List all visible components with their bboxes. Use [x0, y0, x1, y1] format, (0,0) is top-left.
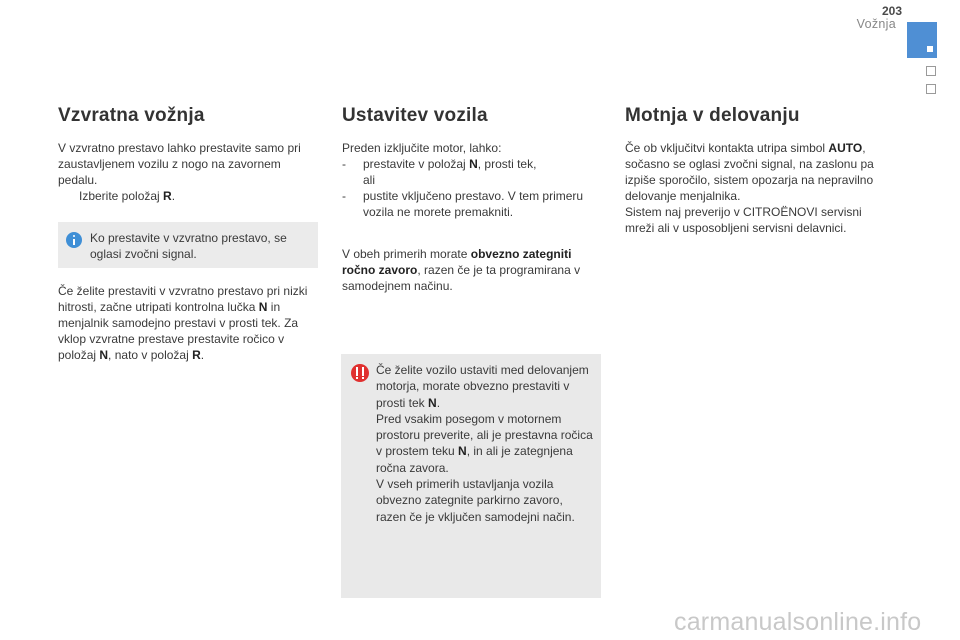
text: Če ob vključitvi kontakta utripa simbol [625, 141, 829, 155]
text: , prosti tek, [477, 157, 537, 171]
dash-item [342, 156, 604, 188]
tab-dot-icon [927, 46, 933, 52]
paragraph [58, 283, 320, 363]
text-bold: obvezno zategniti ročno zavoro [342, 247, 572, 277]
text: Pred vsakim posegom v motornem prostoru preverite, ali je prestavna ročica v prostem teku [376, 411, 593, 459]
dash-mark: - [342, 189, 346, 203]
text: Izberite položaj [79, 189, 164, 203]
heading-malfunction: Motnja v delovanju [625, 105, 800, 126]
heading-reverse-driving: Vzvratna vožnja [58, 105, 205, 126]
info-text: Ko prestavite v vzvratno prestavo, se oglasi zvočni signal. [90, 231, 287, 261]
text-bold: N [99, 348, 109, 362]
heading-stopping-vehicle: Ustavitev vozila [342, 105, 488, 126]
column-malfunction [625, 104, 887, 236]
text: V obeh primerih morate [342, 247, 471, 261]
column-stopping-vehicle [342, 104, 604, 294]
text: . [200, 348, 205, 362]
page-number: 203 [881, 4, 902, 18]
text: ali [363, 173, 376, 187]
warning-text [376, 362, 594, 525]
paragraph: Preden izključite motor, lahko: [342, 141, 502, 155]
paragraph: Sistem naj preverijo v CITROËNOVI servisni mreži ali v usposobljeni servisni delavnici. [625, 205, 862, 235]
paragraph-reverse [58, 283, 320, 363]
paragraph [376, 362, 594, 411]
text-bold: N [428, 395, 437, 410]
chapter-tab[interactable] [926, 84, 936, 94]
paragraph [376, 411, 594, 476]
warning-icon [351, 364, 369, 382]
text: prestavite v položaj [363, 157, 470, 171]
info-icon [66, 232, 82, 248]
text: Če želite vozilo ustaviti med delovanjem motorja, morate obvezno prestaviti v prosti tek [376, 363, 589, 410]
paragraph [342, 246, 604, 294]
dash-mark: - [342, 157, 346, 171]
paragraph [625, 140, 887, 204]
text-bold: R [192, 348, 201, 362]
text-bold: R [163, 189, 172, 203]
text: Če želite prestaviti v vzvratno prestavo pri nizki hitrosti, začne utripati kontrolna lučka [58, 284, 308, 314]
text: pustite vključeno prestavo. V tem primeru vozila ne morete premakniti. [363, 189, 584, 219]
chapter-tab[interactable] [926, 66, 936, 76]
warning-box [341, 354, 601, 598]
text: , in ali je zategnjena ročna zavora. [376, 444, 573, 475]
text-bold: N [458, 444, 467, 459]
text: . [171, 189, 176, 203]
text: , razen če je ta programirana v samodejnem načinu. [342, 263, 581, 293]
text-bold: N [469, 157, 478, 171]
paragraph: V vzvratno prestavo lahko prestavite samo pri zaustavljenem vozilu z nogo na zavornem pedalu. [58, 141, 301, 187]
text: , sočasno se oglasi zvočni signal, na zaslonu pa izpiše sporočilo, sistem opozarja na nepravilno delovanje menjalnika. [625, 141, 874, 203]
dash-item [342, 188, 604, 220]
chapter-tab-active[interactable] [907, 22, 937, 58]
column-reverse-driving [58, 104, 320, 204]
text-bold: N [258, 300, 268, 314]
section-title: Vožnja [856, 17, 896, 31]
text: in menjalnik samodejno prestavi v prosti tek. Za vklop vzvratne prestave prestavite ročico v položaj [58, 300, 299, 362]
info-box [58, 222, 318, 268]
text: . [436, 395, 441, 410]
text-bold: AUTO [828, 141, 863, 155]
paragraph: V vseh primerih ustavljanja vozila obvezno zategnite parkirno zavoro, razen če je vključen samodejni način. [376, 477, 575, 524]
text: , nato v položaj [108, 348, 193, 362]
bullet-item [58, 188, 320, 204]
watermark: carmanualsonline.info [674, 608, 922, 636]
